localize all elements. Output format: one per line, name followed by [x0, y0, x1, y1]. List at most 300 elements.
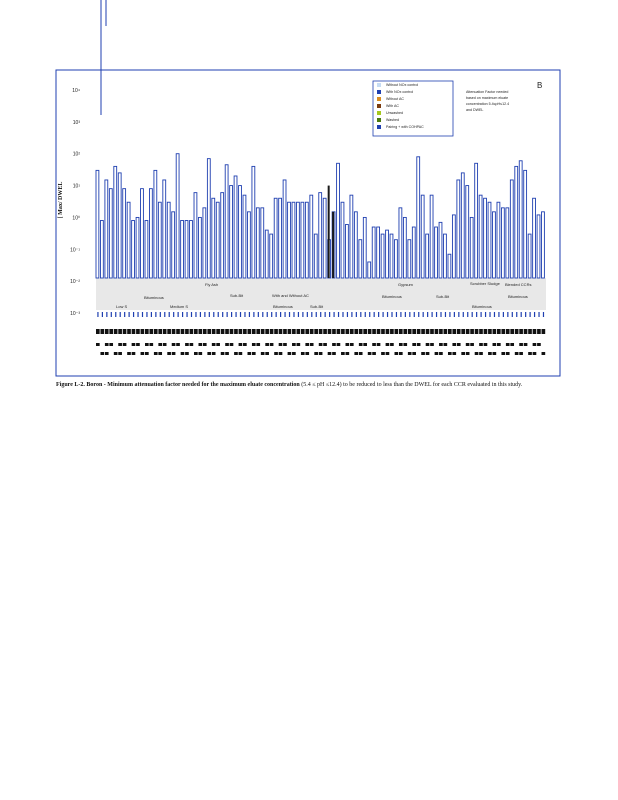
- sample-code-mark: [386, 343, 390, 346]
- bar: [270, 234, 273, 278]
- bar: [181, 221, 184, 278]
- bar-tick: [338, 312, 339, 317]
- sample-code-mark: [528, 352, 532, 355]
- sample-code-mark: [105, 352, 109, 355]
- bar-tick: [155, 312, 156, 317]
- y-tick-label: 10⁻²: [70, 279, 80, 286]
- bar: [239, 186, 242, 278]
- sample-code-mark: [239, 343, 243, 346]
- bar-tick: [414, 312, 415, 317]
- bar-tick: [356, 312, 357, 317]
- sample-code-mark: [123, 329, 127, 334]
- bar-tick: [405, 312, 406, 317]
- bar-tick: [106, 312, 107, 317]
- group-sub-bituminous-2: Bituminous: [273, 304, 293, 309]
- bar-tick: [418, 312, 419, 317]
- sample-code-mark: [212, 343, 216, 346]
- sample-code-mark: [198, 352, 202, 355]
- bar-tick: [115, 312, 116, 317]
- sample-code-mark: [216, 329, 220, 334]
- sample-code-mark: [457, 343, 461, 346]
- sample-code-mark: [501, 352, 505, 355]
- sample-code-mark: [225, 343, 229, 346]
- bar-tick: [195, 312, 196, 317]
- sample-code-mark: [96, 343, 100, 346]
- bar-tick: [467, 312, 468, 317]
- group-label-fly-ash: Fly Ash: [205, 282, 219, 287]
- bar: [506, 208, 509, 278]
- bar: [395, 240, 398, 278]
- bar: [109, 189, 112, 278]
- group-label-scrubber: Scrubber Sludge: [470, 281, 500, 286]
- sample-code-mark: [542, 352, 546, 355]
- sample-code-mark: [390, 343, 394, 346]
- sample-code-mark: [288, 329, 292, 334]
- bar-tick: [521, 312, 522, 317]
- bar: [96, 170, 99, 278]
- bar-tick: [387, 312, 388, 317]
- sample-code-mark: [533, 329, 537, 334]
- sample-code-mark: [408, 329, 412, 334]
- sample-code-mark: [265, 329, 269, 334]
- bar: [234, 176, 237, 278]
- bar-tick: [146, 312, 147, 317]
- sample-code-mark: [359, 343, 363, 346]
- legend-swatch: [377, 97, 381, 101]
- bar: [314, 234, 317, 278]
- sample-code-mark: [506, 343, 510, 346]
- sample-code-mark: [506, 352, 510, 355]
- sample-code-mark: [158, 352, 162, 355]
- sample-code-mark: [435, 329, 439, 334]
- bar: [118, 173, 121, 278]
- sample-code-mark: [439, 343, 443, 346]
- sample-code-mark: [430, 343, 434, 346]
- sample-code-mark: [216, 343, 220, 346]
- bar-tick: [391, 312, 392, 317]
- bar: [123, 189, 126, 278]
- sample-code-mark: [288, 352, 292, 355]
- y-tick-label: 10⁻³: [70, 311, 80, 317]
- bar: [457, 180, 460, 278]
- sample-code-mark: [493, 329, 497, 334]
- boron-chart: [0, 0, 618, 380]
- sample-code-mark: [234, 352, 238, 355]
- sample-code-mark: [368, 352, 372, 355]
- sample-code-mark: [470, 329, 474, 334]
- bar-tick: [173, 312, 174, 317]
- bar-tick: [534, 312, 535, 317]
- bar: [399, 208, 402, 278]
- bar: [337, 163, 340, 278]
- bar-tick: [378, 312, 379, 317]
- y-tick-label: 10⁻¹: [70, 247, 80, 254]
- bar: [479, 195, 482, 278]
- sample-code-mark: [127, 352, 131, 355]
- sample-code-mark: [203, 329, 207, 334]
- sample-code-mark: [319, 329, 323, 334]
- sample-code-mark: [163, 343, 167, 346]
- sample-code-mark: [515, 329, 519, 334]
- bar: [216, 202, 219, 278]
- bar: [372, 227, 375, 278]
- bar: [114, 166, 117, 278]
- sample-code-mark: [466, 329, 470, 334]
- sample-code-mark: [207, 352, 211, 355]
- bar-tick: [298, 312, 299, 317]
- bar-tick: [512, 312, 513, 317]
- sample-code-mark: [386, 352, 390, 355]
- sample-code-mark: [297, 343, 301, 346]
- bar: [426, 234, 429, 278]
- y-axis-label: [ Max/ DWEL: [58, 181, 64, 219]
- sample-code-mark: [399, 343, 403, 346]
- bar: [261, 208, 264, 278]
- bar-tick: [498, 312, 499, 317]
- bar: [533, 198, 536, 278]
- bar-tick: [516, 312, 517, 317]
- bar: [542, 212, 545, 278]
- sample-code-mark: [301, 352, 305, 355]
- sample-code-mark: [403, 343, 407, 346]
- bar: [412, 227, 415, 278]
- bar-tick: [222, 312, 223, 317]
- group-sub-medium-s: Medium S: [170, 304, 189, 309]
- sample-code-mark: [100, 352, 104, 355]
- bar: [230, 186, 233, 278]
- sample-code-mark: [283, 329, 287, 334]
- bar: [341, 202, 344, 278]
- figure-caption: [56, 380, 556, 390]
- sample-code-mark: [542, 329, 546, 334]
- bar-tick: [503, 312, 504, 317]
- legend-swatch: [377, 125, 381, 129]
- bar: [203, 208, 206, 278]
- bar-tick: [235, 312, 236, 317]
- sample-code-mark: [537, 329, 541, 334]
- bar-tick: [284, 312, 285, 317]
- sample-code-mark: [475, 329, 479, 334]
- bar-dark: [328, 186, 330, 278]
- sample-code-mark: [172, 329, 176, 334]
- bar-tick: [543, 312, 544, 317]
- sample-code-mark: [381, 329, 385, 334]
- bar: [141, 189, 144, 278]
- bar-tick: [137, 312, 138, 317]
- sample-code-mark: [239, 352, 243, 355]
- caption-rest: (5.4 ≤ pH ≤12.4) to be reduced to less than the DWEL for each CCR evaluated in this study.: [301, 382, 523, 388]
- sample-code-mark: [377, 343, 381, 346]
- sample-code-mark: [444, 329, 448, 334]
- sample-code-mark: [176, 329, 180, 334]
- legend-label: With AC: [386, 104, 399, 108]
- bar-tick: [507, 312, 508, 317]
- sample-code-mark: [261, 352, 265, 355]
- sample-code-mark: [105, 343, 109, 346]
- sample-code-mark: [533, 352, 537, 355]
- bar-tick: [351, 312, 352, 317]
- bar: [172, 212, 175, 278]
- bar: [132, 221, 135, 278]
- sample-code-mark: [452, 343, 456, 346]
- sample-code-mark: [372, 329, 376, 334]
- sample-code-mark: [395, 352, 399, 355]
- bar: [452, 215, 455, 278]
- sample-code-mark: [100, 329, 104, 334]
- group-sub-subbit-3: Sub-Bit: [436, 294, 450, 299]
- sample-code-mark: [479, 343, 483, 346]
- sample-code-mark: [395, 329, 399, 334]
- bar: [466, 186, 469, 278]
- sample-code-mark: [332, 329, 336, 334]
- sample-code-mark: [519, 329, 523, 334]
- sample-code-mark: [421, 329, 425, 334]
- bar-tick: [204, 312, 205, 317]
- sample-code-mark: [368, 329, 372, 334]
- bar: [515, 166, 518, 278]
- bar-tick: [311, 312, 312, 317]
- sample-code-mark: [225, 352, 229, 355]
- sample-code-mark: [519, 352, 523, 355]
- sample-code-mark: [181, 352, 185, 355]
- sample-code-mark: [426, 329, 430, 334]
- sample-code-mark: [439, 329, 443, 334]
- sample-code-mark: [279, 352, 283, 355]
- sample-code-mark: [341, 329, 345, 334]
- sample-code-mark: [301, 329, 305, 334]
- sample-code-mark: [145, 352, 149, 355]
- sample-code-mark: [524, 329, 528, 334]
- sample-code-mark: [96, 329, 100, 334]
- group-sub-bituminous-1: Bituminous: [144, 295, 164, 300]
- bar-tick: [494, 312, 495, 317]
- bar: [247, 212, 250, 278]
- bar: [381, 234, 384, 278]
- bar: [221, 193, 224, 278]
- bar-tick: [280, 312, 281, 317]
- bar-tick: [325, 312, 326, 317]
- bar: [524, 170, 527, 278]
- sample-code-mark: [528, 329, 532, 334]
- sample-code-mark: [109, 329, 113, 334]
- group-sub-subbit-1: Sub-Bit: [230, 293, 244, 298]
- bar-tick: [253, 312, 254, 317]
- group-sub-subbit-2: Sub-Bit: [310, 304, 324, 309]
- sample-code-mark: [247, 329, 251, 334]
- sample-code-mark: [194, 352, 198, 355]
- bar-tick: [142, 312, 143, 317]
- sample-code-mark: [457, 329, 461, 334]
- sample-code-mark: [381, 352, 385, 355]
- sample-code-mark: [323, 343, 327, 346]
- sample-code-mark: [141, 352, 145, 355]
- sample-code-mark: [274, 352, 278, 355]
- sample-code-mark: [421, 352, 425, 355]
- sample-code-mark: [185, 343, 189, 346]
- bar-tick: [449, 312, 450, 317]
- sample-code-mark: [145, 343, 149, 346]
- bar: [274, 198, 277, 278]
- bar-tick: [120, 312, 121, 317]
- bar-tick: [218, 312, 219, 317]
- bar-tick: [329, 312, 330, 317]
- y-axis-ticks: [70, 88, 80, 317]
- sample-code-mark: [363, 329, 367, 334]
- bar-tick: [427, 312, 428, 317]
- sample-code-mark: [337, 343, 341, 346]
- bar: [319, 193, 322, 278]
- sample-code-mark: [479, 329, 483, 334]
- sample-code-mark: [350, 343, 354, 346]
- sample-code-mark: [176, 343, 180, 346]
- sample-code-mark: [252, 352, 256, 355]
- bar-tick: [333, 312, 334, 317]
- sample-code-mark: [114, 329, 118, 334]
- y-tick-label: 10⁴: [72, 88, 80, 94]
- sample-code-mark: [328, 329, 332, 334]
- sample-code-mark: [163, 329, 167, 334]
- sample-code-mark: [515, 352, 519, 355]
- bar-tick: [530, 312, 531, 317]
- bar-dark: [332, 212, 334, 278]
- sample-code-mark: [230, 329, 234, 334]
- bar: [167, 202, 170, 278]
- sample-code-mark: [444, 343, 448, 346]
- sample-code-mark: [408, 352, 412, 355]
- bar: [421, 195, 424, 278]
- bar: [528, 234, 531, 278]
- sample-code-mark: [439, 352, 443, 355]
- bar: [185, 221, 188, 278]
- y-tick-label: 10¹: [72, 183, 80, 190]
- bar: [100, 221, 103, 278]
- sample-code-mark: [132, 329, 136, 334]
- bar-tick: [182, 312, 183, 317]
- sample-code-mark: [328, 352, 332, 355]
- sample-code-mark: [243, 343, 247, 346]
- bar: [403, 217, 406, 278]
- sample-code-mark: [448, 352, 452, 355]
- sample-code-mark: [154, 352, 158, 355]
- bar-tick: [289, 312, 290, 317]
- bar: [444, 234, 447, 278]
- bar: [265, 230, 268, 278]
- legend-label: Without NOx control: [386, 83, 419, 87]
- sample-code-mark: [350, 329, 354, 334]
- sample-code-mark: [466, 352, 470, 355]
- bar: [301, 202, 304, 278]
- bar: [354, 212, 357, 278]
- sample-code-mark: [399, 329, 403, 334]
- legend-swatch: [377, 118, 381, 122]
- bar: [207, 159, 210, 278]
- bar-tick: [164, 312, 165, 317]
- sample-code-mark: [524, 343, 528, 346]
- bar: [288, 202, 291, 278]
- bar: [359, 240, 362, 278]
- bar: [390, 234, 393, 278]
- sample-code-mark: [417, 343, 421, 346]
- bar-tick: [191, 312, 192, 317]
- bar: [190, 221, 193, 278]
- sample-code-mark: [230, 343, 234, 346]
- sample-code-mark: [354, 352, 358, 355]
- caption-label: Figure L-2.: [56, 382, 85, 388]
- sample-code-mark: [270, 329, 274, 334]
- sample-code-mark: [314, 352, 318, 355]
- sample-code-mark: [533, 343, 537, 346]
- sample-code-mark: [519, 343, 523, 346]
- panel-letter: B: [537, 81, 543, 90]
- bar-tick: [432, 312, 433, 317]
- bar: [470, 217, 473, 278]
- group-label-blended: Blended CCRs: [505, 282, 532, 287]
- bar: [212, 198, 215, 278]
- bar-tick: [258, 312, 259, 317]
- bar: [519, 161, 522, 278]
- sample-code-mark: [417, 329, 421, 334]
- bar: [537, 215, 540, 278]
- legend-label: Washed: [386, 118, 400, 122]
- bar: [408, 240, 411, 278]
- sample-code-mark: [279, 329, 283, 334]
- sample-code-mark: [141, 329, 145, 334]
- sample-code-mark: [118, 343, 122, 346]
- sample-code-mark: [346, 352, 350, 355]
- sample-code-mark: [207, 329, 211, 334]
- bar-tick: [476, 312, 477, 317]
- sample-code-mark: [390, 329, 394, 334]
- bar: [501, 208, 504, 278]
- sample-code-mark: [256, 329, 260, 334]
- bar: [283, 180, 286, 278]
- sample-code-mark: [292, 343, 296, 346]
- legend-swatch: [377, 111, 381, 115]
- legend-label: Without AC: [386, 97, 404, 101]
- bar-tick: [440, 312, 441, 317]
- bar-tick: [302, 312, 303, 317]
- sample-code-mark: [346, 343, 350, 346]
- bar: [346, 225, 349, 279]
- sample-code-mark: [190, 343, 194, 346]
- bar-tick: [102, 312, 103, 317]
- sample-code-mark: [118, 329, 122, 334]
- legend-note: Attenuation Factor needed based on maximum eluate concentration 5.4≤pH≤12.4 and DWEL: [466, 90, 510, 112]
- sample-code-mark: [510, 343, 514, 346]
- y-tick-label: 10⁰: [72, 215, 80, 222]
- sample-code-mark: [247, 352, 251, 355]
- group-sub-low-s: Low S: [116, 304, 128, 309]
- sample-code-mark: [123, 343, 127, 346]
- sample-code-mark: [461, 352, 465, 355]
- bar-tick: [485, 312, 486, 317]
- sample-code-mark: [221, 352, 225, 355]
- legend-swatch: [377, 90, 381, 94]
- bar: [297, 202, 300, 278]
- sample-code-mark: [426, 352, 430, 355]
- sample-code-mark: [430, 329, 434, 334]
- bar-tick: [151, 312, 152, 317]
- sample-code-mark: [372, 352, 376, 355]
- sample-code-mark: [305, 352, 309, 355]
- bar: [323, 198, 326, 278]
- bar-tick: [200, 312, 201, 317]
- bar: [310, 195, 313, 278]
- sample-code-mark: [198, 343, 202, 346]
- bar-tick: [423, 312, 424, 317]
- bar-tick: [97, 312, 98, 317]
- bar-tick: [365, 312, 366, 317]
